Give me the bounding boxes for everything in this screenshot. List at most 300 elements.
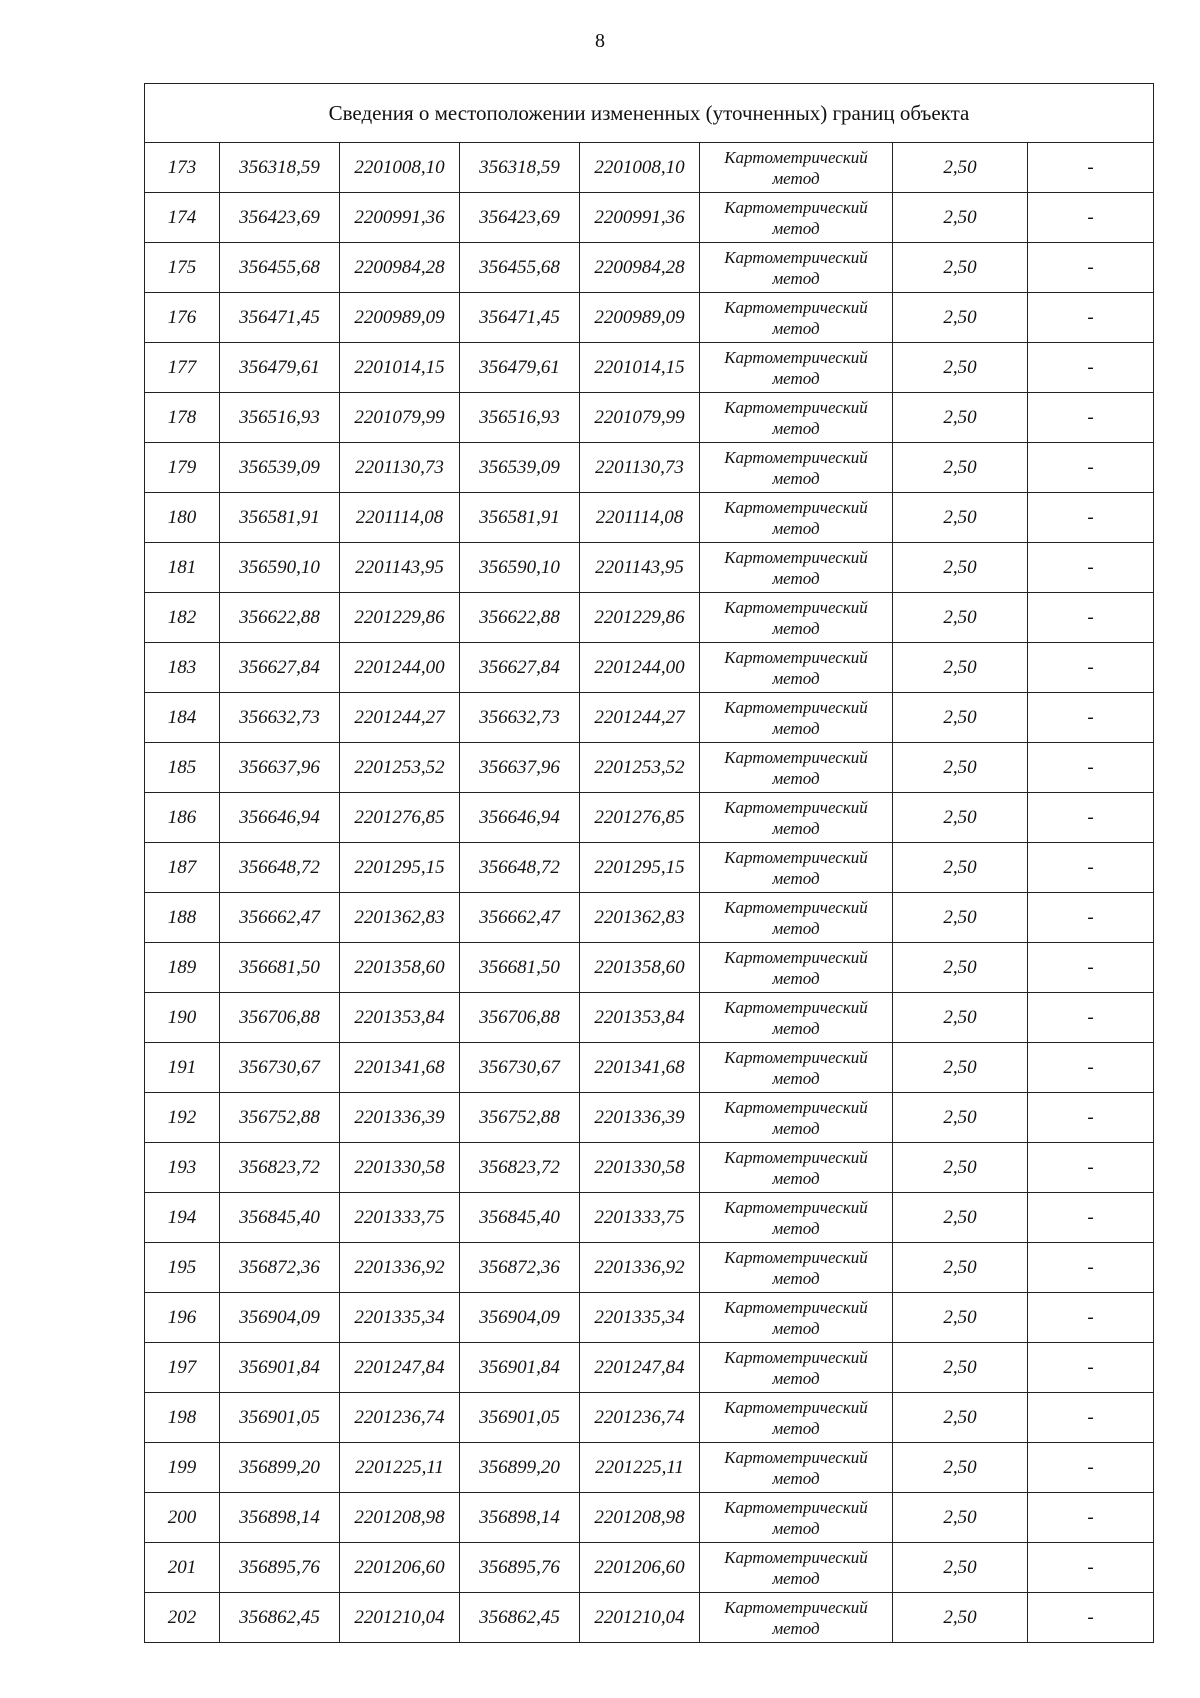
cell-description: - — [1028, 1343, 1154, 1393]
method-line-2: метод — [772, 268, 820, 288]
boundary-coordinates-table — [144, 83, 1154, 1643]
table-row — [145, 593, 1154, 643]
cell-accuracy: 2,50 — [893, 1493, 1028, 1543]
cell-description: - — [1028, 193, 1154, 243]
method-line-1: Картометрический — [724, 697, 868, 717]
cell-description: - — [1028, 843, 1154, 893]
method-line-2: метод — [772, 518, 820, 538]
cell-y-new: 2201229,86 — [580, 593, 700, 643]
cell-y-existing: 2201341,68 — [340, 1043, 460, 1093]
cell-x-new: 356845,40 — [460, 1193, 580, 1243]
method-line-1: Картометрический — [724, 897, 868, 917]
cell-x-existing: 356539,09 — [220, 443, 340, 493]
table-row — [145, 493, 1154, 543]
method-line-2: метод — [772, 1518, 820, 1538]
cell-x-new: 356516,93 — [460, 393, 580, 443]
cell-accuracy: 2,50 — [893, 1143, 1028, 1193]
cell-x-new: 356752,88 — [460, 1093, 580, 1143]
method-line-2: метод — [772, 1318, 820, 1338]
cell-y-existing: 2201114,08 — [340, 493, 460, 543]
cell-method — [700, 1393, 893, 1443]
cell-accuracy: 2,50 — [893, 243, 1028, 293]
cell-y-new: 2201333,75 — [580, 1193, 700, 1243]
method-line-2: метод — [772, 368, 820, 388]
cell-description: - — [1028, 1543, 1154, 1593]
table-row — [145, 1043, 1154, 1093]
cell-x-new: 356423,69 — [460, 193, 580, 243]
cell-x-new: 356872,36 — [460, 1243, 580, 1293]
cell-accuracy: 2,50 — [893, 843, 1028, 893]
cell-point-number: 177 — [145, 343, 220, 393]
cell-description: - — [1028, 1243, 1154, 1293]
cell-x-existing: 356681,50 — [220, 943, 340, 993]
cell-point-number: 196 — [145, 1293, 220, 1343]
method-line-2: метод — [772, 818, 820, 838]
cell-x-existing: 356662,47 — [220, 893, 340, 943]
cell-accuracy: 2,50 — [893, 1443, 1028, 1493]
table-row — [145, 793, 1154, 843]
cell-method — [700, 1343, 893, 1393]
cell-method — [700, 893, 893, 943]
cell-y-new: 2201276,85 — [580, 793, 700, 843]
cell-y-existing: 2201130,73 — [340, 443, 460, 493]
cell-y-existing: 2201014,15 — [340, 343, 460, 393]
cell-point-number: 193 — [145, 1143, 220, 1193]
method-line-1: Картометрический — [724, 1397, 868, 1417]
cell-method — [700, 1143, 893, 1193]
cell-accuracy: 2,50 — [893, 1193, 1028, 1243]
cell-y-new: 2201206,60 — [580, 1543, 700, 1593]
method-line-1: Картометрический — [724, 647, 868, 667]
cell-y-new: 2201362,83 — [580, 893, 700, 943]
cell-accuracy: 2,50 — [893, 893, 1028, 943]
cell-y-new: 2201330,58 — [580, 1143, 700, 1193]
cell-x-new: 356479,61 — [460, 343, 580, 393]
cell-x-new: 356455,68 — [460, 243, 580, 293]
cell-method — [700, 193, 893, 243]
cell-method — [700, 793, 893, 843]
cell-y-existing: 2201143,95 — [340, 543, 460, 593]
cell-x-existing: 356904,09 — [220, 1293, 340, 1343]
cell-point-number: 194 — [145, 1193, 220, 1243]
cell-method — [700, 693, 893, 743]
cell-point-number: 189 — [145, 943, 220, 993]
cell-y-new: 2201341,68 — [580, 1043, 700, 1093]
method-line-2: метод — [772, 1018, 820, 1038]
table-row — [145, 1593, 1154, 1643]
method-line-1: Картометрический — [724, 597, 868, 617]
cell-x-new: 356898,14 — [460, 1493, 580, 1543]
method-line-1: Картометрический — [724, 1197, 868, 1217]
cell-y-new: 2201358,60 — [580, 943, 700, 993]
cell-y-existing: 2201335,34 — [340, 1293, 460, 1343]
cell-point-number: 197 — [145, 1343, 220, 1393]
cell-description: - — [1028, 1043, 1154, 1093]
cell-y-new: 2201210,04 — [580, 1593, 700, 1643]
table-row — [145, 143, 1154, 193]
cell-point-number: 187 — [145, 843, 220, 893]
cell-x-existing: 356646,94 — [220, 793, 340, 843]
cell-accuracy: 2,50 — [893, 1043, 1028, 1093]
cell-y-existing: 2201333,75 — [340, 1193, 460, 1243]
cell-y-new: 2201336,92 — [580, 1243, 700, 1293]
table-row — [145, 1543, 1154, 1593]
cell-method — [700, 743, 893, 793]
cell-x-existing: 356895,76 — [220, 1543, 340, 1593]
method-line-1: Картометрический — [724, 197, 868, 217]
cell-description: - — [1028, 893, 1154, 943]
cell-x-existing: 356632,73 — [220, 693, 340, 743]
table-row — [145, 1343, 1154, 1393]
cell-description: - — [1028, 1193, 1154, 1243]
cell-x-new: 356662,47 — [460, 893, 580, 943]
method-line-1: Картометрический — [724, 1247, 868, 1267]
method-line-2: метод — [772, 1618, 820, 1638]
cell-y-new: 2200991,36 — [580, 193, 700, 243]
cell-method — [700, 493, 893, 543]
cell-x-existing: 356471,45 — [220, 293, 340, 343]
cell-y-existing: 2201229,86 — [340, 593, 460, 643]
method-line-2: метод — [772, 1168, 820, 1188]
cell-x-new: 356627,84 — [460, 643, 580, 693]
cell-y-existing: 2201362,83 — [340, 893, 460, 943]
cell-description: - — [1028, 143, 1154, 193]
cell-y-new: 2201143,95 — [580, 543, 700, 593]
cell-x-existing: 356622,88 — [220, 593, 340, 643]
cell-y-existing: 2201206,60 — [340, 1543, 460, 1593]
cell-y-new: 2201114,08 — [580, 493, 700, 543]
cell-y-existing: 2201253,52 — [340, 743, 460, 793]
cell-y-existing: 2201225,11 — [340, 1443, 460, 1493]
cell-method — [700, 1093, 893, 1143]
cell-method — [700, 1293, 893, 1343]
cell-y-new: 2201244,27 — [580, 693, 700, 743]
cell-description: - — [1028, 243, 1154, 293]
table-row — [145, 443, 1154, 493]
cell-x-new: 356862,45 — [460, 1593, 580, 1643]
cell-x-existing: 356581,91 — [220, 493, 340, 543]
cell-method — [700, 943, 893, 993]
cell-accuracy: 2,50 — [893, 393, 1028, 443]
cell-x-new: 356622,88 — [460, 593, 580, 643]
cell-x-existing: 356752,88 — [220, 1093, 340, 1143]
cell-accuracy: 2,50 — [893, 693, 1028, 743]
cell-accuracy: 2,50 — [893, 293, 1028, 343]
cell-description: - — [1028, 793, 1154, 843]
cell-accuracy: 2,50 — [893, 1243, 1028, 1293]
cell-accuracy: 2,50 — [893, 593, 1028, 643]
cell-x-new: 356730,67 — [460, 1043, 580, 1093]
table-body — [145, 143, 1154, 1643]
cell-point-number: 173 — [145, 143, 220, 193]
cell-x-existing: 356479,61 — [220, 343, 340, 393]
table-row — [145, 1243, 1154, 1293]
cell-accuracy: 2,50 — [893, 643, 1028, 693]
cell-x-existing: 356516,93 — [220, 393, 340, 443]
method-line-2: метод — [772, 668, 820, 688]
method-line-1: Картометрический — [724, 1447, 868, 1467]
cell-accuracy: 2,50 — [893, 193, 1028, 243]
method-line-2: метод — [772, 318, 820, 338]
cell-method — [700, 543, 893, 593]
cell-x-existing: 356730,67 — [220, 1043, 340, 1093]
cell-x-new: 356681,50 — [460, 943, 580, 993]
cell-x-existing: 356423,69 — [220, 193, 340, 243]
cell-method — [700, 993, 893, 1043]
cell-accuracy: 2,50 — [893, 1343, 1028, 1393]
table-row — [145, 343, 1154, 393]
method-line-1: Картометрический — [724, 1497, 868, 1517]
cell-description: - — [1028, 1143, 1154, 1193]
cell-y-new: 2201336,39 — [580, 1093, 700, 1143]
cell-x-new: 356901,84 — [460, 1343, 580, 1393]
cell-x-existing: 356648,72 — [220, 843, 340, 893]
cell-point-number: 181 — [145, 543, 220, 593]
cell-x-new: 356581,91 — [460, 493, 580, 543]
cell-description: - — [1028, 1293, 1154, 1343]
table-row — [145, 843, 1154, 893]
method-line-1: Картометрический — [724, 347, 868, 367]
cell-x-new: 356706,88 — [460, 993, 580, 1043]
cell-x-existing: 356872,36 — [220, 1243, 340, 1293]
cell-description: - — [1028, 443, 1154, 493]
cell-point-number: 191 — [145, 1043, 220, 1093]
cell-accuracy: 2,50 — [893, 793, 1028, 843]
method-line-2: метод — [772, 468, 820, 488]
cell-description: - — [1028, 1493, 1154, 1543]
cell-accuracy: 2,50 — [893, 993, 1028, 1043]
cell-y-new: 2201295,15 — [580, 843, 700, 893]
cell-method — [700, 443, 893, 493]
cell-description: - — [1028, 393, 1154, 443]
cell-y-new: 2201079,99 — [580, 393, 700, 443]
cell-method — [700, 293, 893, 343]
method-line-2: метод — [772, 218, 820, 238]
cell-x-existing: 356455,68 — [220, 243, 340, 293]
cell-y-existing: 2200989,09 — [340, 293, 460, 343]
cell-point-number: 195 — [145, 1243, 220, 1293]
cell-method — [700, 1543, 893, 1593]
cell-point-number: 201 — [145, 1543, 220, 1593]
cell-point-number: 178 — [145, 393, 220, 443]
cell-description: - — [1028, 493, 1154, 543]
method-line-1: Картометрический — [724, 1347, 868, 1367]
table-row — [145, 1093, 1154, 1143]
cell-y-new: 2201008,10 — [580, 143, 700, 193]
cell-y-new: 2201253,52 — [580, 743, 700, 793]
cell-method — [700, 1443, 893, 1493]
cell-y-existing: 2200984,28 — [340, 243, 460, 293]
cell-y-existing: 2201008,10 — [340, 143, 460, 193]
cell-description: - — [1028, 643, 1154, 693]
cell-y-new: 2201130,73 — [580, 443, 700, 493]
cell-x-new: 356904,09 — [460, 1293, 580, 1343]
cell-x-new: 356823,72 — [460, 1143, 580, 1193]
cell-x-new: 356648,72 — [460, 843, 580, 893]
cell-point-number: 200 — [145, 1493, 220, 1543]
cell-point-number: 192 — [145, 1093, 220, 1143]
cell-accuracy: 2,50 — [893, 143, 1028, 193]
cell-x-new: 356318,59 — [460, 143, 580, 193]
cell-x-existing: 356590,10 — [220, 543, 340, 593]
cell-y-existing: 2201276,85 — [340, 793, 460, 843]
cell-x-existing: 356862,45 — [220, 1593, 340, 1643]
cell-method — [700, 1043, 893, 1093]
cell-accuracy: 2,50 — [893, 1593, 1028, 1643]
cell-point-number: 198 — [145, 1393, 220, 1443]
table-title: Сведения о местоположении измененных (уточненных) границ объекта — [145, 84, 1154, 143]
cell-y-existing: 2201353,84 — [340, 993, 460, 1043]
cell-accuracy: 2,50 — [893, 1293, 1028, 1343]
cell-method — [700, 593, 893, 643]
cell-y-new: 2201247,84 — [580, 1343, 700, 1393]
cell-point-number: 184 — [145, 693, 220, 743]
cell-point-number: 186 — [145, 793, 220, 843]
cell-point-number: 182 — [145, 593, 220, 643]
cell-method — [700, 1593, 893, 1643]
cell-description: - — [1028, 1393, 1154, 1443]
table-row — [145, 543, 1154, 593]
cell-y-existing: 2201208,98 — [340, 1493, 460, 1543]
method-line-2: метод — [772, 1068, 820, 1088]
cell-description: - — [1028, 593, 1154, 643]
method-line-1: Картометрический — [724, 1547, 868, 1567]
cell-method — [700, 643, 893, 693]
method-line-1: Картометрический — [724, 247, 868, 267]
cell-y-existing: 2201079,99 — [340, 393, 460, 443]
method-line-1: Картометрический — [724, 447, 868, 467]
table-row — [145, 1293, 1154, 1343]
table-row — [145, 993, 1154, 1043]
cell-x-new: 356637,96 — [460, 743, 580, 793]
cell-y-existing: 2201210,04 — [340, 1593, 460, 1643]
table-row — [145, 693, 1154, 743]
cell-y-existing: 2200991,36 — [340, 193, 460, 243]
cell-accuracy: 2,50 — [893, 343, 1028, 393]
method-line-1: Картометрический — [724, 1297, 868, 1317]
cell-description: - — [1028, 1443, 1154, 1493]
table-row — [145, 943, 1154, 993]
cell-x-new: 356590,10 — [460, 543, 580, 593]
cell-accuracy: 2,50 — [893, 1093, 1028, 1143]
cell-accuracy: 2,50 — [893, 743, 1028, 793]
method-line-1: Картометрический — [724, 297, 868, 317]
cell-y-new: 2201236,74 — [580, 1393, 700, 1443]
cell-x-new: 356539,09 — [460, 443, 580, 493]
method-line-2: метод — [772, 1368, 820, 1388]
method-line-1: Картометрический — [724, 1597, 868, 1617]
method-line-2: метод — [772, 1118, 820, 1138]
method-line-1: Картометрический — [724, 547, 868, 567]
table-row — [145, 243, 1154, 293]
cell-x-existing: 356901,84 — [220, 1343, 340, 1393]
cell-accuracy: 2,50 — [893, 493, 1028, 543]
method-line-2: метод — [772, 868, 820, 888]
method-line-1: Картометрический — [724, 747, 868, 767]
method-line-1: Картометрический — [724, 797, 868, 817]
cell-description: - — [1028, 993, 1154, 1043]
cell-point-number: 176 — [145, 293, 220, 343]
method-line-1: Картометрический — [724, 847, 868, 867]
cell-method — [700, 393, 893, 443]
method-line-2: метод — [772, 718, 820, 738]
cell-point-number: 183 — [145, 643, 220, 693]
table-row — [145, 1493, 1154, 1543]
cell-x-new: 356632,73 — [460, 693, 580, 743]
cell-y-existing: 2201236,74 — [340, 1393, 460, 1443]
cell-point-number: 188 — [145, 893, 220, 943]
cell-x-existing: 356627,84 — [220, 643, 340, 693]
table-row — [145, 643, 1154, 693]
cell-point-number: 175 — [145, 243, 220, 293]
cell-y-existing: 2201244,27 — [340, 693, 460, 743]
cell-point-number: 174 — [145, 193, 220, 243]
cell-x-existing: 356845,40 — [220, 1193, 340, 1243]
method-line-1: Картометрический — [724, 947, 868, 967]
method-line-1: Картометрический — [724, 1047, 868, 1067]
cell-description: - — [1028, 1093, 1154, 1143]
table-row — [145, 393, 1154, 443]
cell-y-new: 2200989,09 — [580, 293, 700, 343]
cell-point-number: 179 — [145, 443, 220, 493]
cell-description: - — [1028, 743, 1154, 793]
method-line-1: Картометрический — [724, 397, 868, 417]
cell-y-existing: 2201336,92 — [340, 1243, 460, 1293]
page-number: 8 — [595, 30, 605, 52]
cell-point-number: 180 — [145, 493, 220, 543]
cell-x-existing: 356318,59 — [220, 143, 340, 193]
cell-y-new: 2201335,34 — [580, 1293, 700, 1343]
cell-description: - — [1028, 943, 1154, 993]
cell-method — [700, 343, 893, 393]
cell-x-existing: 356898,14 — [220, 1493, 340, 1543]
method-line-2: метод — [772, 618, 820, 638]
method-line-1: Картометрический — [724, 497, 868, 517]
cell-y-existing: 2201358,60 — [340, 943, 460, 993]
cell-y-existing: 2201244,00 — [340, 643, 460, 693]
method-line-2: метод — [772, 1568, 820, 1588]
method-line-2: метод — [772, 568, 820, 588]
cell-x-new: 356895,76 — [460, 1543, 580, 1593]
cell-y-existing: 2201247,84 — [340, 1343, 460, 1393]
cell-y-existing: 2201336,39 — [340, 1093, 460, 1143]
cell-accuracy: 2,50 — [893, 943, 1028, 993]
table-row — [145, 193, 1154, 243]
method-line-1: Картометрический — [724, 997, 868, 1017]
table-row — [145, 293, 1154, 343]
method-line-2: метод — [772, 168, 820, 188]
cell-accuracy: 2,50 — [893, 1543, 1028, 1593]
cell-method — [700, 1193, 893, 1243]
method-line-2: метод — [772, 1268, 820, 1288]
cell-y-new: 2201014,15 — [580, 343, 700, 393]
cell-y-existing: 2201295,15 — [340, 843, 460, 893]
method-line-2: метод — [772, 1418, 820, 1438]
cell-description: - — [1028, 543, 1154, 593]
cell-x-new: 356471,45 — [460, 293, 580, 343]
cell-method — [700, 843, 893, 893]
table-row — [145, 1193, 1154, 1243]
cell-method — [700, 143, 893, 193]
cell-point-number: 202 — [145, 1593, 220, 1643]
method-line-2: метод — [772, 918, 820, 938]
cell-description: - — [1028, 293, 1154, 343]
cell-method — [700, 243, 893, 293]
cell-description: - — [1028, 1593, 1154, 1643]
cell-y-new: 2201208,98 — [580, 1493, 700, 1543]
table-row — [145, 1143, 1154, 1193]
method-line-2: метод — [772, 768, 820, 788]
